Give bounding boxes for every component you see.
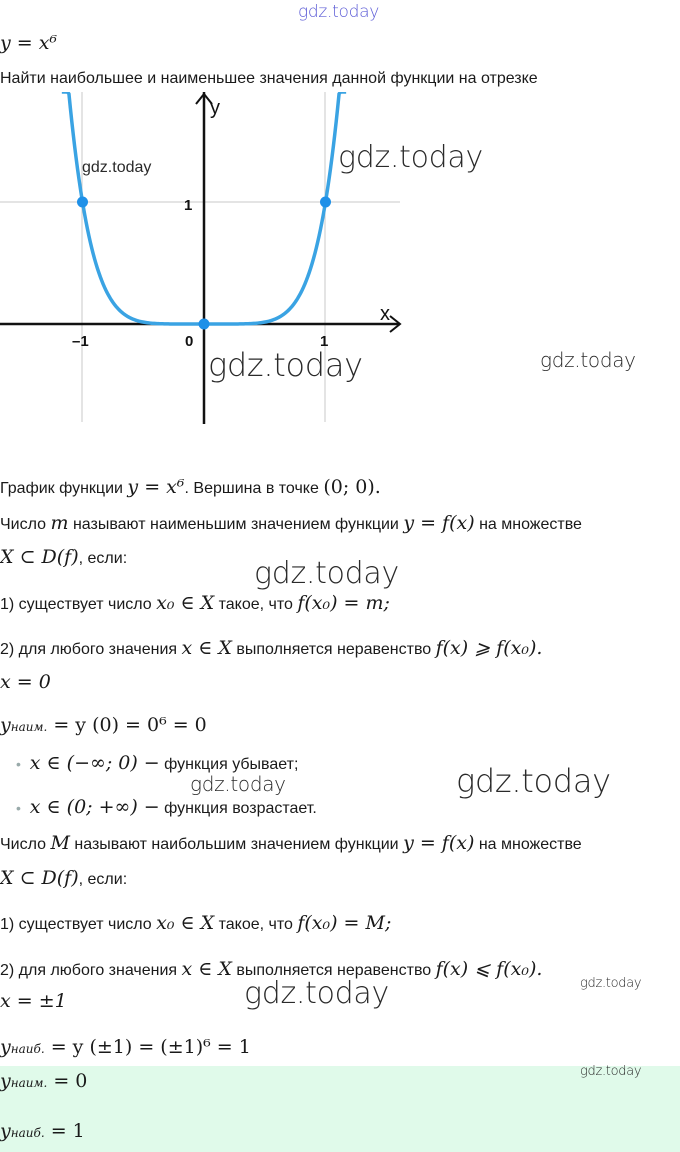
answer-max: yнаиб. = 1 xyxy=(0,1120,85,1142)
max-point: x = ±1 xyxy=(0,990,67,1012)
y-axis-label: y xyxy=(210,97,220,119)
task-text: Найти наибольшее и наименьшее значения данной функции на отрезке xyxy=(0,70,538,87)
watermark-graph-small: gdz.today xyxy=(82,159,152,176)
bullet-dot-icon: • xyxy=(16,800,21,816)
max-condition-2: 2) для любого значения x ∈ X выполняется неравенство f(x) ⩽ f(x₀). xyxy=(0,958,543,980)
x-axis-label: x xyxy=(380,303,390,325)
watermark-graph-far: gdz.today xyxy=(540,348,636,372)
graph-point xyxy=(199,319,210,330)
max-value-line: yнаиб. = y (±1) = (±1)⁶ = 1 xyxy=(0,1036,251,1058)
min-definition: Число m называют наименьшим значением функции y = f(x) на множестве xyxy=(0,512,582,534)
max-condition-1: 1) существует число x₀ ∈ X такое, что f(x₀) = M; xyxy=(0,912,392,934)
watermark-max-small: gdz.today xyxy=(580,976,642,991)
watermark-max-large: gdz.today xyxy=(244,976,389,1011)
max-definition: Число M называют наибольшим значением функции y = f(x) на множестве xyxy=(0,832,582,854)
watermark-bullets-small: gdz.today xyxy=(190,772,286,796)
min-condition-1: 1) существует число x₀ ∈ X такое, что f(x₀) = m; xyxy=(0,592,390,614)
answer-min: yнаим. = 0 xyxy=(0,1070,88,1092)
answer-box xyxy=(0,1066,680,1152)
function-formula: y = x⁶ xyxy=(0,32,58,54)
watermark-graph-right: gdz.today xyxy=(338,140,483,175)
bullet-dot-icon: • xyxy=(16,756,21,772)
tick-label-zero: 0 xyxy=(185,333,194,350)
min-point: x = 0 xyxy=(0,671,51,693)
tick-label-x-minus-1: –1 xyxy=(72,333,89,350)
watermark-top: gdz.today xyxy=(298,2,379,22)
graph-point xyxy=(320,197,331,208)
max-definition-set: X ⊂ D(f), если: xyxy=(0,867,128,889)
bullet-increasing: • x ∈ (0; +∞) − функция возрастает. xyxy=(16,796,317,818)
min-definition-set: X ⊂ D(f), если: xyxy=(0,546,128,568)
watermark-bullets-large: gdz.today xyxy=(456,762,611,800)
tick-label-x-1: 1 xyxy=(320,333,329,350)
watermark-mid-1: gdz.today xyxy=(254,556,399,591)
graph-caption: График функции y = x⁶. Вершина в точке (0; 0). xyxy=(0,476,381,498)
min-value-line: yнаим. = y (0) = 0⁶ = 0 xyxy=(0,714,207,736)
bullet-decreasing: • x ∈ (−∞; 0) − функция убывает; xyxy=(16,752,299,774)
watermark-graph-bottom: gdz.today xyxy=(208,346,363,384)
watermark-answer: gdz.today xyxy=(580,1064,642,1079)
min-condition-2: 2) для любого значения x ∈ X выполняется неравенство f(x) ⩾ f(x₀). xyxy=(0,637,543,659)
tick-label-y-1: 1 xyxy=(184,197,193,214)
graph-point xyxy=(77,197,88,208)
